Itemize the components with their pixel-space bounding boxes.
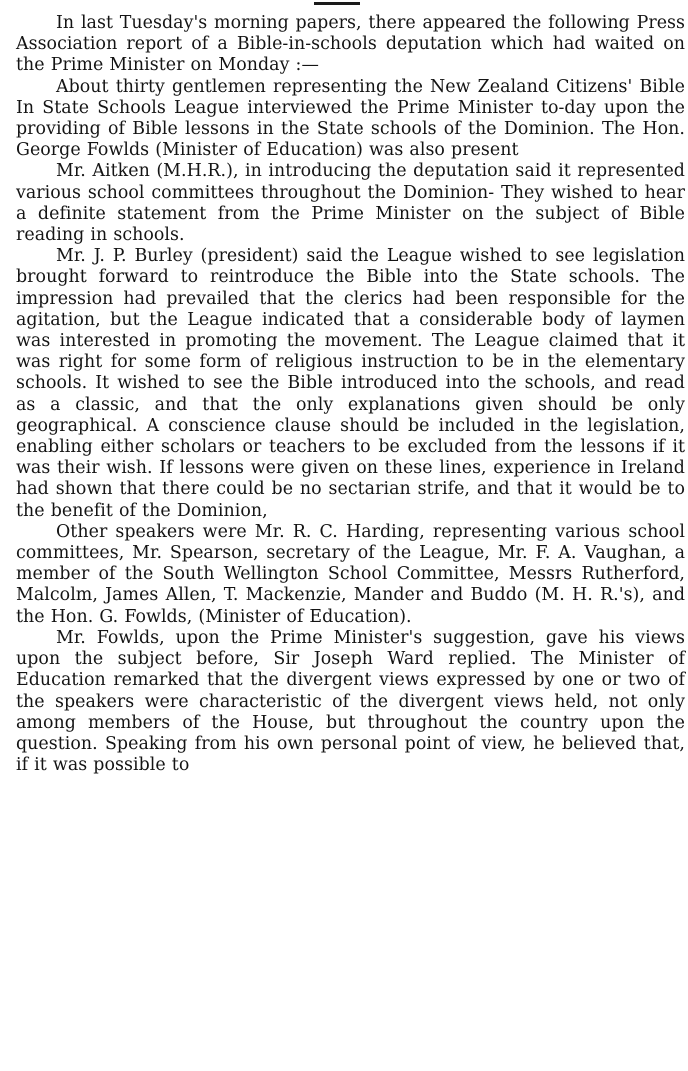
article-column [16,13,685,776]
column-rule [314,2,360,5]
article-paragraph-burley: Mr. J. P. Burley (president) said the League wished to see legislation brought forward to reintroduce the Bible into the State schools. The impression had prevailed that the clerics had been responsible for the agitation, but the League indicated that a considerable body of laymen was interested in promoting the movement. The League claimed that it was right for some form of religious instruction to be in the elementary schools. It wished to see the Bible introduced into the schools, and read as a classic, and that the only explanations given should be only geographical. A conscience clause should be included in the legislation, enabling either scholars or teachers to be excluded from the lessons if it was their wish. If lessons were given on these lines, experience in Ireland had shown that there could be no sectarian strife, and that it would be to the benefit of the Dominion, [16,246,685,521]
article-paragraph-intro: In last Tuesday's morning papers, there appeared the following Press Association report of a Bible-in-schools deputation which had waited on the Prime Minister on Monday :— [16,13,685,76]
article-paragraph-deputation: About thirty gentlemen representing the New Zealand Citizens' Bible In State Schools League interviewed the Prime Minister to-day upon the providing of Bible lessons in the State schools of the Dominion. The Hon. George Fowlds (Minister of Education) was also present [16,76,685,161]
article-paragraph-fowlds: Mr. Fowlds, upon the Prime Minister's suggestion, gave his views upon the subject before, Sir Joseph Ward replied. The Minister of Education remarked that the divergent views expressed by one or two of the speakers were characteristic of the divergent views held, not only among members of the House, but throughout the country upon the question. Speaking from his own personal point of view, he believed that, if it was possible to [16,627,685,776]
article-paragraph-aitken: Mr. Aitken (M.H.R.), in introducing the deputation said it represented various school committees throughout the Dominion- They wished to hear a definite statement from the Prime Minister on the subject of Bible reading in schools. [16,161,685,246]
article-paragraph-speakers: Other speakers were Mr. R. C. Harding, representing various school committees, Mr. Spearson, secretary of the League, Mr. F. A. Vaughan, a member of the South Wellington School Committee, Messrs Rutherford, Malcolm, James Allen, T. Mackenzie, Mander and Buddo (M. H. R.'s), and the Hon. G. Fowlds, (Minister of Education). [16,521,685,627]
